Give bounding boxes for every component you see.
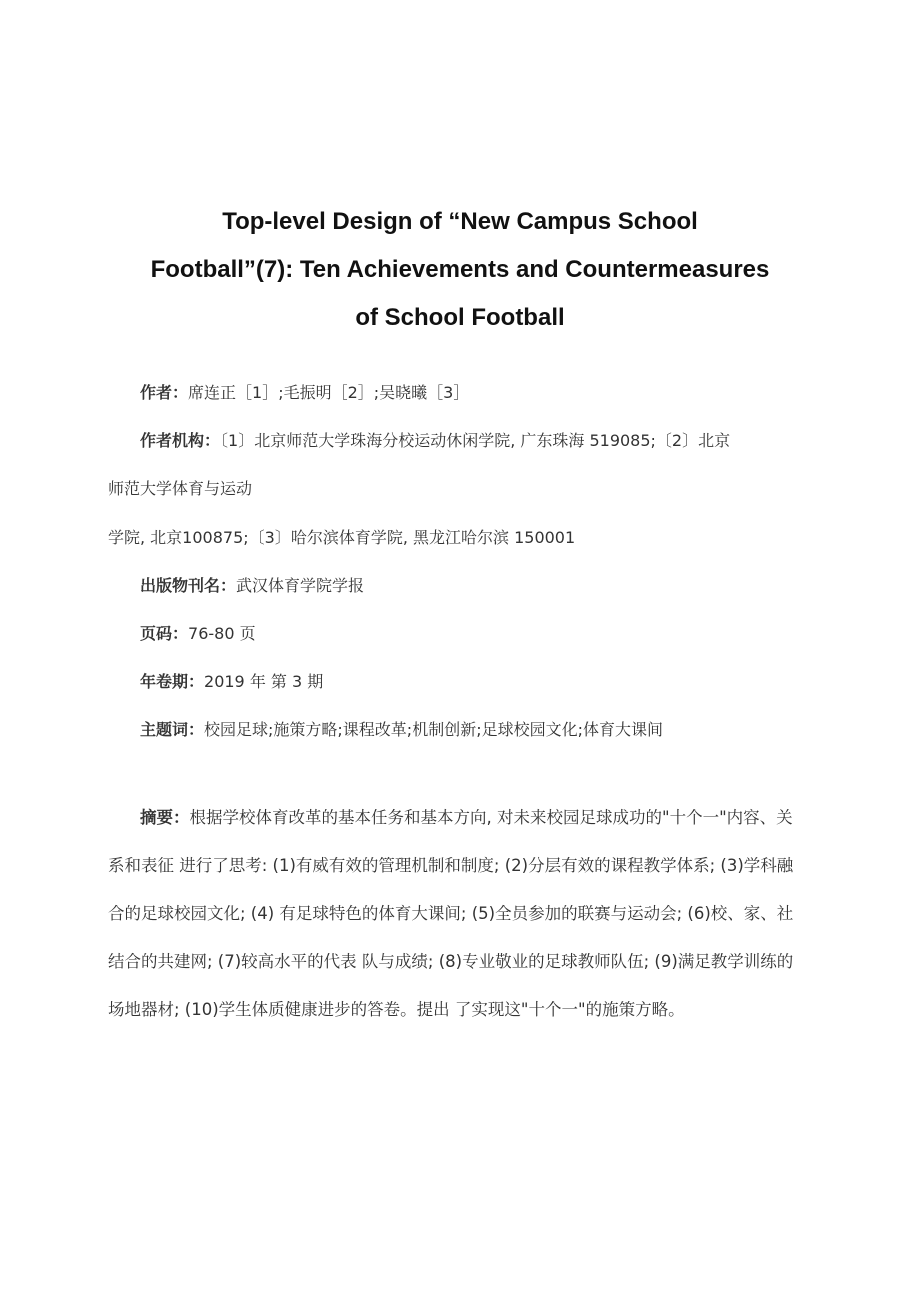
issue-label: 年卷期：	[140, 672, 205, 691]
abstract-section	[108, 794, 808, 1034]
issue-value: 2019 年 第 3 期	[204, 672, 324, 691]
pages-value: 76-80 页	[188, 624, 256, 643]
keywords-value: 校园足球;施策方略;课程改革;机制创新;足球校园文化;体育大课间	[204, 720, 663, 739]
pages-row	[108, 622, 840, 646]
title-line-2: Football”(7): Ten Achievements and Countermeasures	[150, 256, 770, 283]
institutions-line-2: 师范大学体育与运动	[108, 479, 253, 498]
keywords-row	[108, 718, 840, 742]
journal-row	[108, 574, 840, 598]
keywords-label: 主题词：	[140, 720, 205, 739]
institutions-row	[108, 429, 808, 501]
title-line-3: of School Football	[355, 304, 565, 331]
paper-title	[100, 198, 820, 342]
pages-label: 页码：	[140, 624, 189, 643]
institutions-line-1: 〔1〕北京师范大学珠海分校运动休闲学院, 广东珠海 519085;〔2〕北京	[220, 431, 731, 450]
issue-row	[108, 670, 840, 694]
institutions-line-3: 学院, 北京100875;〔3〕哈尔滨体育学院, 黑龙江哈尔滨 150001	[108, 528, 576, 547]
journal-value: 武汉体育学院学报	[236, 576, 365, 595]
title-line-1: Top-level Design of “New Campus School	[222, 208, 698, 235]
institutions-label: 作者机构：	[140, 431, 221, 450]
institutions-line-1-wrap	[108, 429, 808, 453]
authors-label: 作者：	[140, 383, 189, 402]
abstract-paragraph	[108, 794, 808, 1034]
authors-value: 席连正［1］;毛振明［2］;吴晓曦［3］	[188, 383, 470, 402]
abstract-label: 摘要：	[140, 808, 190, 827]
authors-row	[108, 381, 840, 405]
journal-label: 出版物刊名：	[140, 576, 237, 595]
abstract-text: 根据学校体育改革的基本任务和基本方向, 对未来校园足球成功的"十个一"内容、关系和表征 进行了思考: (1)有威有效的管理机制和制度; (2)分层有效的课程教学体系; (3)学科融合的足球校园文化; (4) 有足球特色的体育大课间; (5)全员参加的联赛与运动会; (6)校、家、社结合的共建网; (7)较高水平的代表 队与成绩; (8)专业敬业的足球教师队伍; (9)满足教学训练的场地器材; (10)学生体质健康进步的答卷。提出 了实现这"十个一"的施策方略。	[108, 808, 794, 1019]
